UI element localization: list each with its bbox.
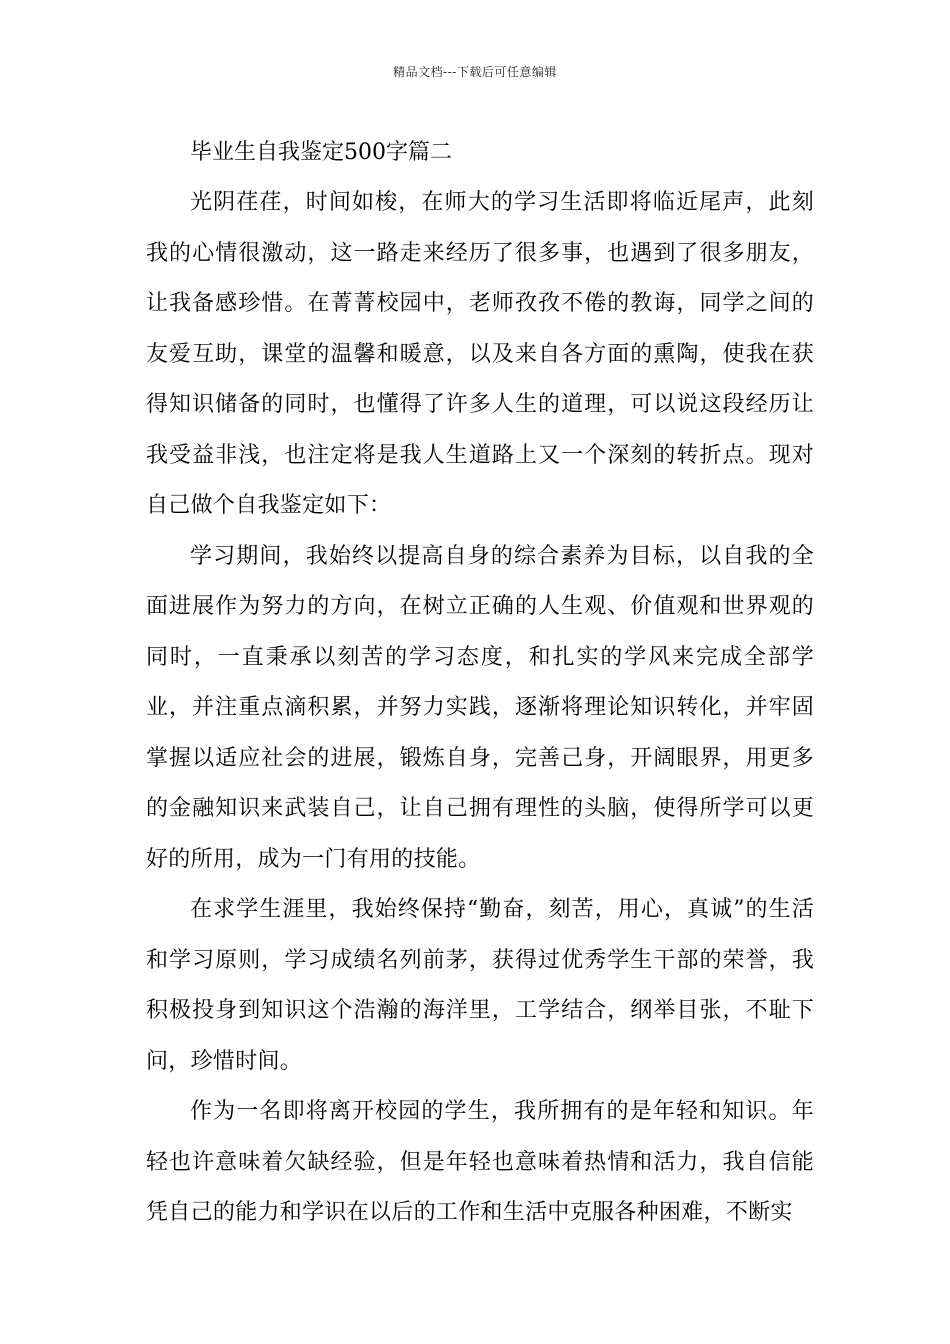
- section-heading: 毕业生自我鉴定500字篇二: [190, 140, 452, 165]
- document-body: [146, 128, 814, 1239]
- paragraph-intro: 光阴荏荏，时间如梭，在师大的学习生活即将临近尾声，此刻我的心情很激动，这一路走来经历了很多事，也遇到了很多朋友，让我备感珍惜。在菁菁校园中，老师孜孜不倦的教诲，同学之间的友爱互助，课堂的温馨和暖意，以及来自各方面的熏陶，使我在获得知识储备的同时，也懂得了许多人生的道理，可以说这段经历让我受益非浅，也注定将是我人生道路上又一个深刻的转折点。现对自己做个自我鉴定如下：: [146, 190, 814, 518]
- paragraph-principles: 在求学生涯里，我始终保持“勤奋，刻苦，用心，真诚”的生活和学习原则，学习成绩名列前茅，获得过优秀学生干部的荣誉，我积极投身到知识这个浩瀚的海洋里，工学结合，纲举目张，不耻下问，珍惜时间。: [146, 897, 814, 1074]
- paragraph-study: 学习期间，我始终以提高自身的综合素养为目标，以自我的全面进展作为努力的方向，在树立正确的人生观、价值观和世界观的同时，一直秉承以刻苦的学习态度，和扎实的学风来完成全部学业，并注重点滴积累，并努力实践，逐渐将理论知识转化，并牢固掌握以适应社会的进展，锻炼自身，完善己身，开阔眼界，用更多的金融知识来武装自己，让自己拥有理性的头脑，使得所学可以更好的所用，成为一门有用的技能。: [146, 543, 814, 872]
- paragraph-future: 作为一名即将离开校园的学生，我所拥有的是年轻和知识。年轻也许意味着欠缺经验，但是年轻也意味着热情和活力，我自信能凭自己的能力和学识在以后的工作和生活中克服各种困难，不断实: [146, 1099, 814, 1225]
- page-header: 精品文档---下载后可任意编辑: [393, 65, 557, 79]
